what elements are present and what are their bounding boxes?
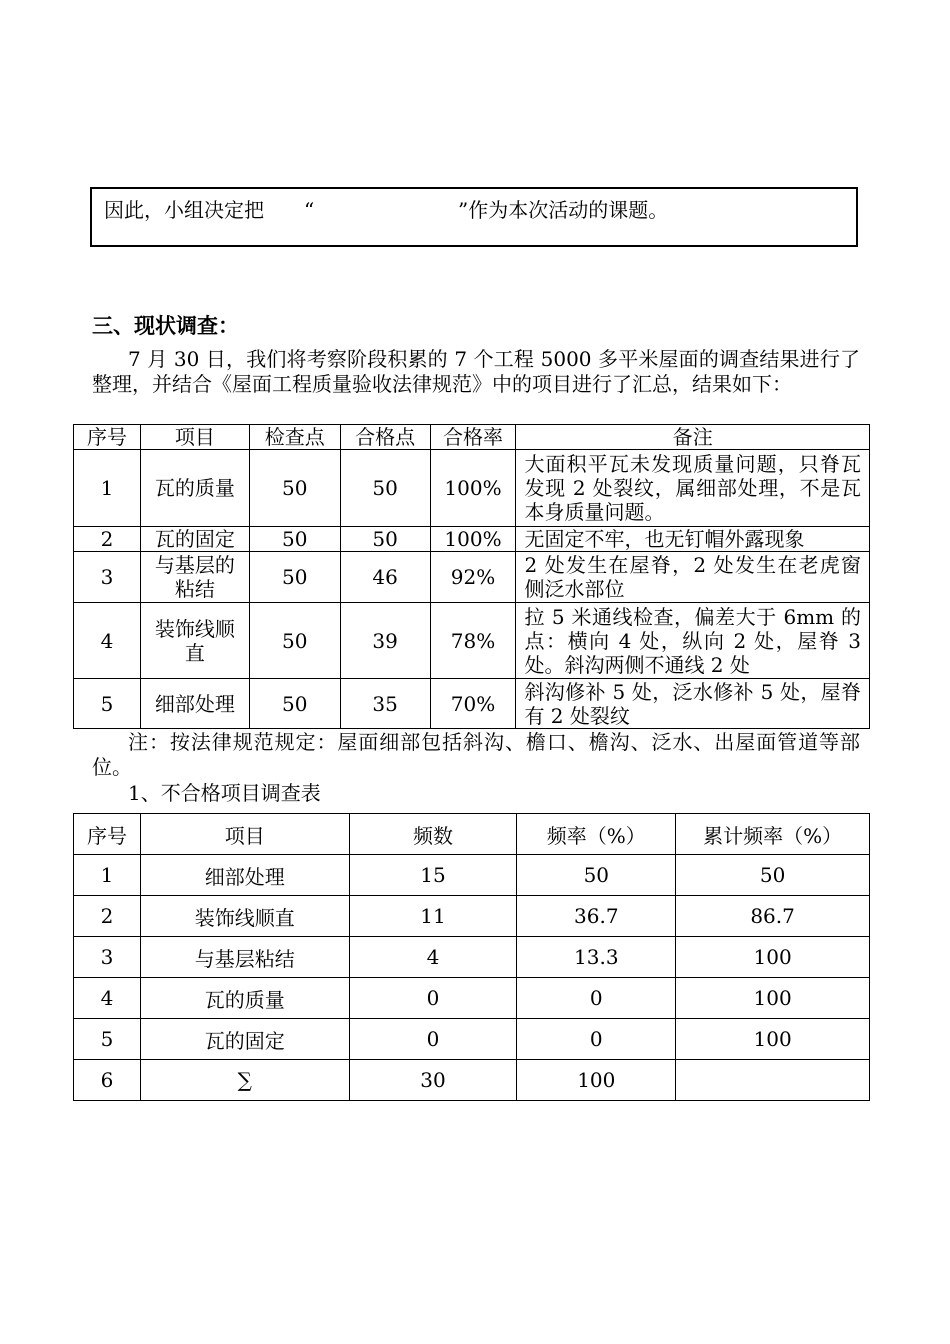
table-row bbox=[74, 1060, 870, 1101]
row-number: 3 bbox=[74, 552, 141, 603]
table-cell: 0 bbox=[517, 1019, 676, 1060]
table-cell: 50 bbox=[676, 855, 870, 896]
nonconforming-table bbox=[73, 813, 870, 1101]
inspection-table bbox=[73, 424, 870, 729]
header-cell: 序号 bbox=[74, 425, 141, 450]
table-cell: 36.7 bbox=[517, 896, 676, 937]
table-cell: 86.7 bbox=[676, 896, 870, 937]
row-number: 4 bbox=[74, 603, 141, 679]
row-pass-points: 50 bbox=[340, 450, 430, 527]
table-cell: 30 bbox=[349, 1060, 517, 1101]
table-cell: 与基层粘结 bbox=[140, 937, 349, 978]
table-cell: 13.3 bbox=[517, 937, 676, 978]
row-item: 细部处理 bbox=[140, 679, 249, 729]
row-pass-rate: 100% bbox=[430, 450, 516, 527]
row-check-points: 50 bbox=[249, 450, 340, 527]
table-row bbox=[74, 552, 870, 603]
row-pass-points: 50 bbox=[340, 527, 430, 552]
row-item: 装饰线顺直 bbox=[140, 603, 249, 679]
table-header-row bbox=[74, 814, 870, 855]
table-cell bbox=[676, 1060, 870, 1101]
row-item: 与基层的粘结 bbox=[140, 552, 249, 603]
row-remark: 拉 5 米通线检查，偏差大于 6mm 的点：横向 4 处，纵向 2 处，屋脊 3 处。斜沟两侧不通线 2 处 bbox=[516, 603, 870, 679]
table-cell: 4 bbox=[74, 978, 141, 1019]
section-heading: 三、现状调查： bbox=[92, 314, 239, 338]
row-check-points: 50 bbox=[249, 552, 340, 603]
table-cell: 0 bbox=[349, 1019, 517, 1060]
row-item: 瓦的固定 bbox=[140, 527, 249, 552]
row-remark: 无固定不牢，也无钉帽外露现象 bbox=[516, 527, 870, 552]
table-cell: 1 bbox=[74, 855, 141, 896]
table-cell: 6 bbox=[74, 1060, 141, 1101]
row-pass-points: 39 bbox=[340, 603, 430, 679]
table-row bbox=[74, 450, 870, 527]
table-header-row bbox=[74, 425, 870, 450]
row-remark: 斜沟修补 5 处，泛水修补 5 处，屋脊有 2 处裂纹 bbox=[516, 679, 870, 729]
topic-quote-open: “ bbox=[304, 198, 315, 222]
row-check-points: 50 bbox=[249, 527, 340, 552]
topic-quote-close: ”作为本次活动的课题。 bbox=[458, 198, 669, 222]
table-row bbox=[74, 603, 870, 679]
table-cell: 3 bbox=[74, 937, 141, 978]
table-cell: 50 bbox=[517, 855, 676, 896]
table-row bbox=[74, 527, 870, 552]
table-cell: 瓦的固定 bbox=[140, 1019, 349, 1060]
row-remark: 大面积平瓦未发现质量问题，只脊瓦发现 2 处裂纹，属细部处理，不是瓦本身质量问题。 bbox=[516, 450, 870, 527]
header-cell: 备注 bbox=[516, 425, 870, 450]
table-row bbox=[74, 896, 870, 937]
header-cell: 项目 bbox=[140, 425, 249, 450]
table-cell: 0 bbox=[517, 978, 676, 1019]
header-cell: 频率（%） bbox=[517, 814, 676, 855]
row-pass-rate: 70% bbox=[430, 679, 516, 729]
header-cell: 累计频率（%） bbox=[676, 814, 870, 855]
row-pass-rate: 100% bbox=[430, 527, 516, 552]
table-cell: 装饰线顺直 bbox=[140, 896, 349, 937]
table-cell: 5 bbox=[74, 1019, 141, 1060]
section-paragraph: 7 月 30 日，我们将考察阶段积累的 7 个工程 5000 多平米屋面的调查结果进行了整理，并结合《屋面工程质量验收法律规范》中的项目进行了汇总，结果如下： bbox=[92, 347, 860, 396]
table-cell: 100 bbox=[676, 937, 870, 978]
header-cell: 合格率 bbox=[430, 425, 516, 450]
row-pass-rate: 78% bbox=[430, 603, 516, 679]
row-check-points: 50 bbox=[249, 679, 340, 729]
table-cell: 4 bbox=[349, 937, 517, 978]
table-cell: ∑ bbox=[140, 1060, 349, 1101]
header-cell: 项目 bbox=[140, 814, 349, 855]
row-remark: 2 处发生在屋脊，2 处发生在老虎窗侧泛水部位 bbox=[516, 552, 870, 603]
topic-box bbox=[90, 187, 858, 247]
header-cell: 频数 bbox=[349, 814, 517, 855]
row-check-points: 50 bbox=[249, 603, 340, 679]
row-pass-points: 35 bbox=[340, 679, 430, 729]
row-number: 5 bbox=[74, 679, 141, 729]
header-cell: 序号 bbox=[74, 814, 141, 855]
table-row bbox=[74, 937, 870, 978]
header-cell: 合格点 bbox=[340, 425, 430, 450]
table-cell: 100 bbox=[517, 1060, 676, 1101]
row-item: 瓦的质量 bbox=[140, 450, 249, 527]
header-cell: 检查点 bbox=[249, 425, 340, 450]
row-number: 1 bbox=[74, 450, 141, 527]
table-cell: 2 bbox=[74, 896, 141, 937]
table-row bbox=[74, 1019, 870, 1060]
row-pass-points: 46 bbox=[340, 552, 430, 603]
table-cell: 瓦的质量 bbox=[140, 978, 349, 1019]
table-cell: 0 bbox=[349, 978, 517, 1019]
table-cell: 细部处理 bbox=[140, 855, 349, 896]
table-row bbox=[74, 679, 870, 729]
row-pass-rate: 92% bbox=[430, 552, 516, 603]
table-row bbox=[74, 978, 870, 1019]
table-row bbox=[74, 855, 870, 896]
row-number: 2 bbox=[74, 527, 141, 552]
regulation-note: 注：按法律规范规定：屋面细部包括斜沟、檐口、檐沟、泛水、出屋面管道等部位。 bbox=[92, 730, 860, 779]
table2-title: 1、不合格项目调查表 bbox=[128, 781, 321, 805]
table-cell: 100 bbox=[676, 978, 870, 1019]
table-cell: 11 bbox=[349, 896, 517, 937]
table-cell: 15 bbox=[349, 855, 517, 896]
table-cell: 100 bbox=[676, 1019, 870, 1060]
topic-text-before: 因此，小组决定把 bbox=[104, 198, 264, 222]
